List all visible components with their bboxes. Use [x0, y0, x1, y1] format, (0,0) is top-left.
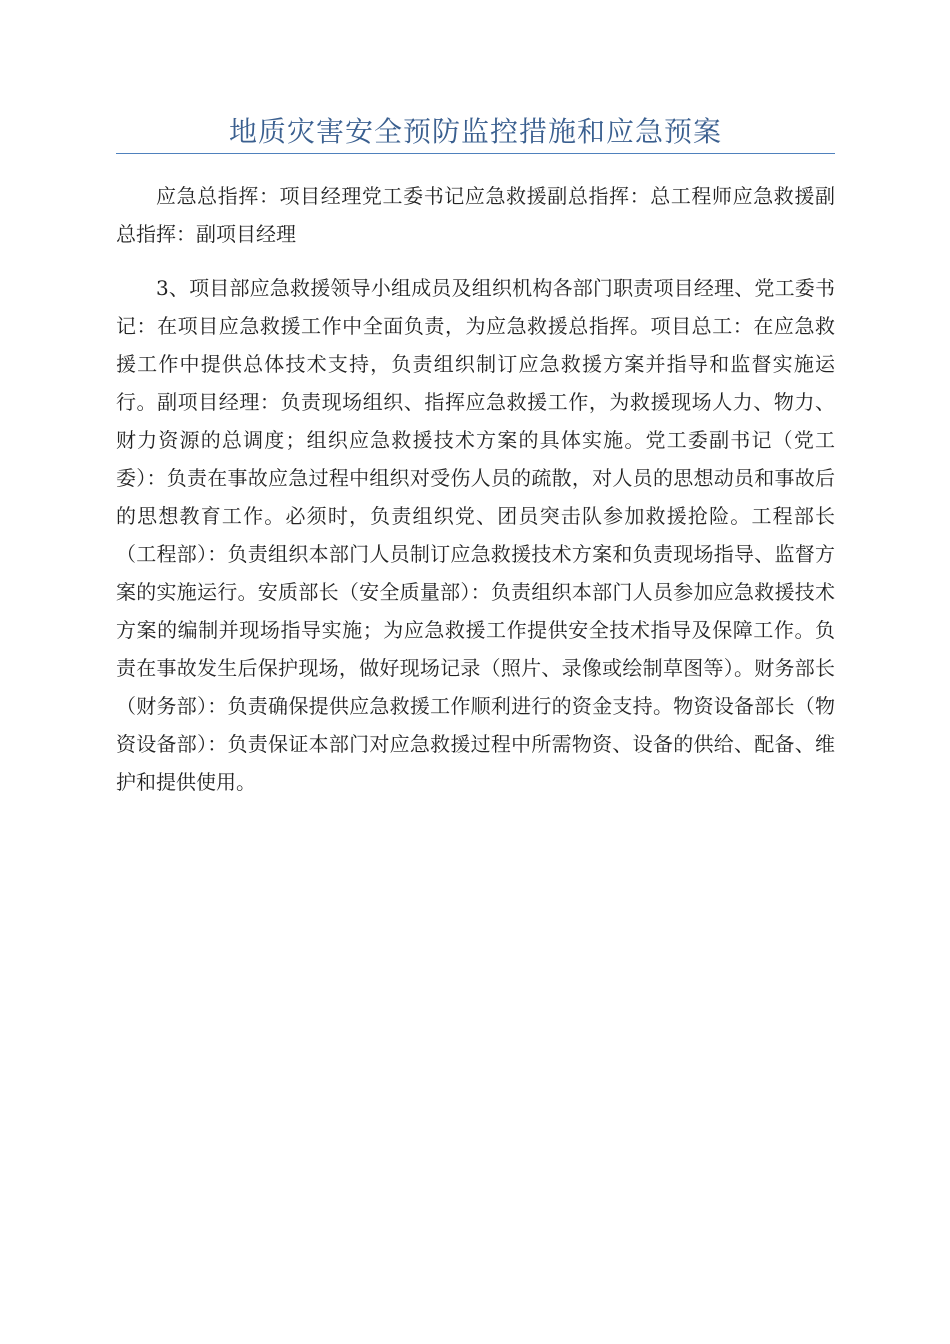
- document-title: 地质灾害安全预防监控措施和应急预案: [228, 115, 722, 148]
- paragraph-responsibilities: 3、项目部应急救援领导小组成员及组织机构各部门职责项目经理、党工委书记：在项目应急救援工作中全面负责，为应急救援总指挥。项目总工：在应急救援工作中提供总体技术支持，负责组织制订应急救援方案并指导和监督实施运行。副项目经理：负责现场组织、指挥应急救援工作，为救援现场人力、物力、财力资源的总调度；组织应急救援技术方案的具体实施。党工委副书记（党工委）：负责在事故应急过程中组织对受伤人员的疏散，对人员的思想动员和事故后的思想教育工作。必须时，负责组织党、团员突击队参加救援抢险。工程部长（工程部）：负责组织本部门人员制订应急救援技术方案和负责现场指导、监督方案的实施运行。安质部长（安全质量部）：负责组织本部门人员参加应急救援技术方案的编制并现场指导实施；为应急救援工作提供安全技术指导及保障工作。负责在事故发生后保护现场，做好现场记录（照片、录像或绘制草图等）。财务部长（财务部）：负责确保提供应急救援工作顺利进行的资金支持。物资设备部长（物资设备部）：负责保证本部门对应急救援过程中所需物资、设备的供给、配备、维护和提供使用。: [116, 276, 835, 794]
- title-underline: [116, 153, 835, 154]
- paragraph-emergency-command: 应急总指挥：项目经理党工委书记应急救援副总指挥：总工程师应急救援副总指挥：副项目经理: [116, 184, 835, 246]
